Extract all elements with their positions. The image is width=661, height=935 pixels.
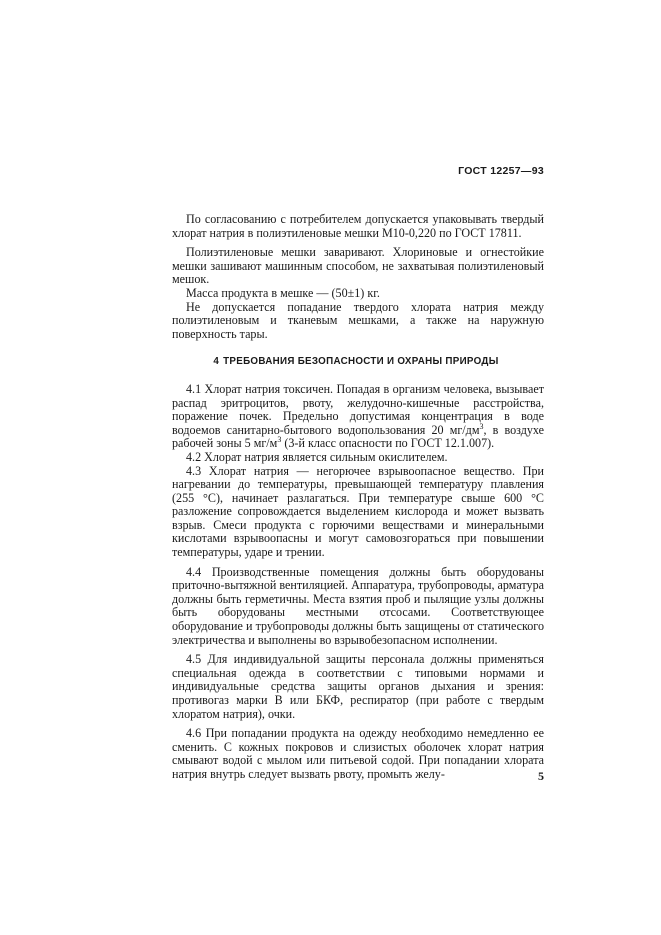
section-title-text: ТРЕБОВАНИЯ БЕЗОПАСНОСТИ И ОХРАНЫ ПРИРОДЫ <box>223 356 499 368</box>
paragraph-4-2: 4.2 Хлорат натрия является сильным окислителем. <box>186 449 448 464</box>
paragraph-4-1-text-b: , в воздухе рабочей зоны 5 мг/м <box>172 422 545 451</box>
paragraph-4-1 <box>172 383 544 451</box>
section-number: 4 <box>213 356 220 368</box>
paragraph-4-1-text-c: (3-й класс опасности по ГОСТ 12.1.007). <box>281 436 495 451</box>
paragraph-bag-sealing: Полиэтиленовые мешки заваривают. Хлориновые и огнестойкие мешки зашивают машинным способом, не захватывая полиэтиленовый мешок. <box>172 245 544 287</box>
paragraph-4-4: 4.4 Производственные помещения должны быть оборудованы приточно-вытяжной вентиляцией. Аппаратура, трубопроводы, арматура должны быть герметичны. Места взятия проб и пылящие узлы должны быть оборудованы местными отсосами. Соответствующее оборудование и трубопроводы должны быть защищены от статического электричества и выполнены во взрывобезопасном исполнении. <box>172 564 544 647</box>
section-heading <box>172 355 544 369</box>
paragraph-bag-mass: Масса продукта в мешке — (50±1) кг. <box>186 285 380 300</box>
paragraph-4-6: 4.6 При попадании продукта на одежду необходимо немедленно ее сменить. С кожных покровов и слизистых оболочек хлорат натрия смывают водой с мылом или питьевой содой. При попадании хлората натрия внутрь следует вызвать рвоту, промыть желу- <box>172 726 544 781</box>
paragraph-packaging-option: По согласованию с потребителем допускается упаковывать твердый хлорат натрия в полиэтиленовые мешки М10-0,220 по ГОСТ 17811. <box>172 212 544 240</box>
paragraph-no-leak: Не допускается попадание твердого хлората натрия между полиэтиленовым и тканевым мешками, а также на наружную поверхность тары. <box>172 299 544 341</box>
superscript-3: 3 <box>277 435 282 445</box>
page-number: 5 <box>538 769 544 783</box>
paragraph-4-1-text-a: 4.1 Хлорат натрия токсичен. Попадая в организм человека, вызывает распад эритроцитов, рвоту, желудочно-кишечные расстройства, поражение почек. Предельно допустимая концентрация в воде водоемов санитарно-бытового водопользования 20 мг/дм <box>172 381 544 437</box>
body-text <box>172 213 544 782</box>
superscript-3: 3 <box>479 421 484 431</box>
paragraph-4-5: 4.5 Для индивидуальной защиты персонала должны применяться специальная одежда в соответствии с типовыми нормами и индивидуальные средства защиты органов дыхания и зрения: противогаз марки В или БКФ, респиратор (при работе с твердым хлоратом натрия), очки. <box>172 652 544 721</box>
document-code-header: ГОСТ 12257—93 <box>458 165 544 177</box>
paragraph-4-3: 4.3 Хлорат натрия — негорючее взрывоопасное вещество. При нагревании до температуры, превышающей температуру плавления (255 °С), начинает разлагаться. При температуре свыше 600 °С разложение сопровождается выделением кислорода и может вызвать взрыв. Смеси продукта с горючими веществами и минеральными кислотами взрывоопасны и могут самовозгораться при повышении температуры, ударе и трении. <box>172 463 544 560</box>
